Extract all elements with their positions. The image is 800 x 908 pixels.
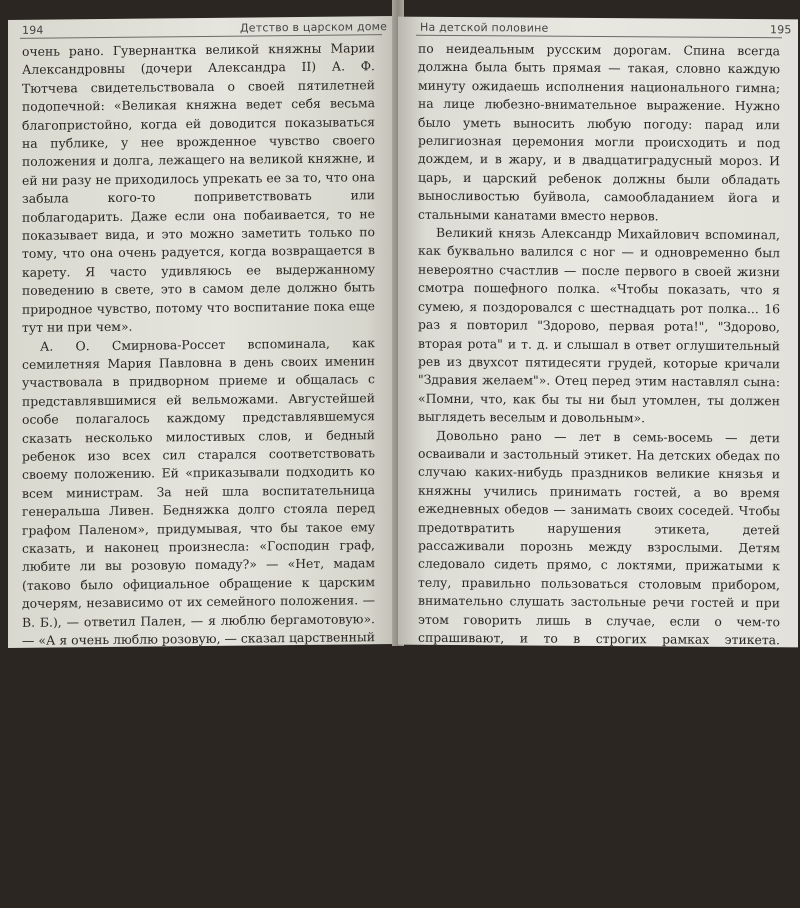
- right-page: [398, 17, 798, 886]
- paragraph: очень рано. Гувернантка великой княжны Марии Александровны (дочери Александра II) А. Ф. Тютчева свидетельствовала о своей пятилетней подопечной: «Великая княжна ведет себя весьма благопристойно, когда ей доводится показываться на публике, у нее врожденное чувство своего положения и долга, лежащего на великой княжне, и ей ни разу не приходилось упрекать ее за то, что она забыла кого-то поприветствовать или поблагодарить. Даже если она побаивается, то не показывает вида, и это можно заметить только по тому, что она очень радуется, когда возвращается в карету. Я часто удивляюсь ее выдержанному поведению в свете, это в самом деле должно быть природное чувство, потому что воспитание пока еще тут ни при чем».: [22, 40, 375, 335]
- page-number: 194: [22, 23, 44, 37]
- page-text: [418, 40, 780, 889]
- left-page: [8, 16, 397, 906]
- paragraph: Лет с одиннадцати дети начинали участвовать в малых праздничных приемах (у них даже появлялись собственные пажи) и балах, где танцевали церемониальные танцы (в ос-: [418, 813, 780, 886]
- paragraph: Довольно рано — лет в семь-восемь — дети осваивали и застольный этикет. На детских обедах по случаю каких-нибудь праздников великие князья и княжны учились принимать гостей, а во время ежедневных обедов — занимать своих соседей. Чтобы предотвратить нарушения этикета, детей рассаживали порознь между взрослыми. Детям следовало сидеть прямо, с локтями, прижатыми к телу, правильно пользоваться столовым прибором, внимательно слушать застольные речи гостей и при этом говорить лишь в случае, если о чем-то спрашивают, и то в строгих рамках этикета. Александр Михайлович вспоминал: «Нам было объяснено, что мы должны себя вести в отношении наших соседей так, как вел бы себя наш отец. Мы должны были улыбаться неудачным остротам наших гостей и проявлять особый интерес к политическим новостям». Все промахи детей фиксировались находившимися тут же наставниками и исправлялись или карались немедленно либо по завершении застолья.: [418, 427, 780, 811]
- paragraph: В задачи гувернанток и воспитателей входила постоянная шлифовка манер и поведения. Ребенок никогда не должен был расслабляться, приучаясь к тому, что вся его жизнь будет расписана по минутам и подчинена жестким требованиям протокола. Помимо неукоснительной дисциплины для такого образа жизни необходимо было еще и незаурядное здоровье: привычка к многочасовому стоянию на ногах (часто в довольно тяжелой одежде — хотя и не такой тяжелой, как в допетровские времена), к частым и длительным поездкам: [22, 702, 375, 906]
- header-rule: [20, 34, 382, 39]
- header-rule: [416, 35, 782, 39]
- paragraph: по неидеальным русским дорогам. Спина всегда должна была быть прямая — такая, словно каждую минуту ожидаешь исполнения национального гимна; на лице любезно-внимательное выражение. Нужно было уметь выносить любую погоду: парад или религиозная церемония могли происходить и под дождем, и в жару, и в двадцатиградусный мороз. И царь, и царский ребенок должны были обладать выносливостью буйвола, самообладанием йога и стальными канатами вместо нервов.: [418, 40, 780, 224]
- paragraph: А. О. Смирнова-Россет вспоминала, как семилетняя Мария Павловна в день своих именин участвовала в придворном приеме и общалась с представлявшимися ей вельможами. Августейшей особе полагалось каждому представлявшемуся сказать несколько милостивых слов, и бедный ребенок изо всех сил старался соответствовать своему положению. Ей «приказывали подходить ко всем министрам. За ней шла воспитательница генеральша Ливен. Бедняжка долго стояла перед графом Паленом», придумывая, что бы такое ему сказать, и наконец произнесла: «Господин граф, любите ли вы розовую помаду?» — «Нет, мадам (таково было официальное обращение к царским дочерям, независимо от их семейного положения. — В. Б.), — ответил Пален, — я люблю бергамотовую». — «А я очень люблю розовую, — сказал царственный ребенок, — и так как сегодня мои именины, меня ею напомадили». И, наверное, слегка глянула на воспитательницу — хорошо ли она выполнила урок?: [22, 334, 375, 704]
- running-head: Детство в царском доме: [240, 20, 388, 35]
- paragraph: Великий князь Александр Михайлович вспоминал, как буквально валился с ног — и одновременно был невероятно счастлив — после первого в своей жизни смотра пошефного полка. «Чтобы показать, что я сумею, я поздоровался с шестнадцать рот полка... 16 раз я повторил "Здорово, первая рота!", "Здорово, вторая рота" и т. д. и слышал в ответ оглушительный рев из двухсот пятидесяти грудей, которые кричали "Здравия желаем"». Отец перед этим наставлял сына: «Помни, что, как бы ты ни был утомлен, ты должен выглядеть веселым и довольным».: [418, 224, 780, 426]
- page-number: 195: [770, 23, 792, 37]
- page-text: [22, 39, 375, 908]
- running-head: На детской половине: [420, 20, 549, 35]
